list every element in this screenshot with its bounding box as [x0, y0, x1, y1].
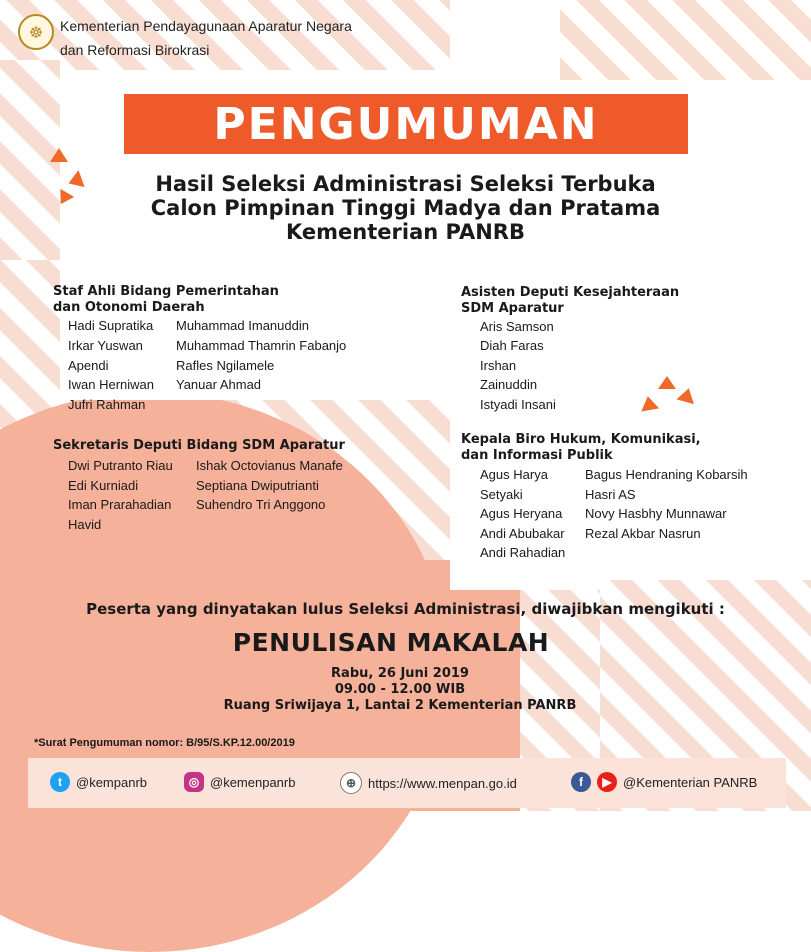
subtitle-line3: Kementerian PANRB — [286, 220, 525, 244]
section-title-line: Sekretaris Deputi Bidang SDM Aparatur — [53, 438, 345, 453]
list-item: Setyaki — [480, 487, 523, 502]
notice-intro: Peserta yang dinyatakan lulus Seleksi Administrasi, diwajibkan mengikuti : — [86, 600, 725, 618]
list-item: Septiana Dwiputrianti — [196, 478, 319, 493]
section-title-asisten — [461, 285, 679, 317]
list-item: Rafles Ngilamele — [176, 358, 275, 373]
list-item: Diah Faras — [480, 338, 544, 353]
list-item: Iwan Herniwan — [68, 377, 154, 392]
globe-icon: ⊕ — [340, 772, 362, 794]
section-title-line: Staf Ahli Bidang Pemerintahan — [53, 284, 279, 299]
list-item: Andi Abubakar — [480, 526, 565, 541]
event-date: Rabu, 26 Juni 2019 — [331, 666, 469, 681]
list-item: Irshan — [480, 358, 517, 373]
list-item: Ishak Octovianus Manafe — [196, 458, 343, 473]
triangle-decoration — [50, 148, 68, 162]
list-item: Dwi Putranto Riau — [68, 458, 173, 473]
list-item: Agus Heryana — [480, 506, 563, 521]
footnote: *Surat Pengumuman nomor: B/95/S.KP.12.00/2019 — [34, 737, 295, 749]
youtube-icon: ▶ — [597, 772, 617, 792]
instagram-link[interactable] — [184, 772, 295, 792]
list-item: Muhammad Thamrin Fabanjo — [176, 338, 347, 353]
facebook-youtube-link[interactable] — [571, 772, 757, 792]
list-item: Istyadi Insani — [480, 397, 556, 412]
twitter-link[interactable] — [50, 772, 147, 792]
twitter-icon: t — [50, 772, 70, 792]
list-item: Yanuar Ahmad — [176, 377, 262, 392]
triangle-decoration — [658, 376, 676, 389]
list-item: Jufri Rahman — [68, 397, 146, 412]
website-link[interactable] — [340, 772, 517, 794]
org-name-line2: dan Reformasi Birokrasi — [60, 42, 210, 58]
facebook-youtube-handle: @Kementerian PANRB — [623, 774, 758, 790]
website-url: https://www.menpan.go.id — [368, 775, 517, 791]
list-item: Muhammad Imanuddin — [176, 318, 309, 333]
org-name-line1: Kementerian Pendayagunaan Aparatur Negara — [60, 18, 352, 34]
section-title-line: Kepala Biro Hukum, Komunikasi, — [461, 432, 701, 447]
section-title-line: Asisten Deputi Kesejahteraan — [461, 285, 680, 300]
section-title-sekretaris — [53, 438, 345, 454]
section-title-line: dan Informasi Publik — [461, 448, 613, 463]
list-item: Zainuddin — [480, 377, 538, 392]
subtitle-line2: Calon Pimpinan Tinggi Madya dan Pratama — [150, 196, 661, 220]
list-item: Havid — [68, 517, 102, 532]
ministry-logo-icon: ☸ — [18, 14, 54, 50]
list-item: Iman Prarahadian — [68, 497, 172, 512]
list-item: Agus Harya — [480, 467, 548, 482]
background-stripes-top-right — [560, 0, 811, 80]
instagram-handle: @kemenpanrb — [210, 774, 296, 790]
announcement-banner: PENGUMUMAN — [124, 94, 688, 154]
facebook-icon: f — [571, 772, 591, 792]
list-item: Bagus Hendraning Kobarsih — [585, 467, 748, 482]
list-item: Rezal Akbar Nasrun — [585, 526, 701, 541]
section-title-kepala-biro — [461, 432, 701, 464]
list-item: Novy Hasbhy Munnawar — [585, 506, 727, 521]
list-item: Andi Rahadian — [480, 545, 566, 560]
instagram-icon: ◎ — [184, 772, 204, 792]
subtitle-line1: Hasil Seleksi Administrasi Seleksi Terbuka — [155, 172, 656, 196]
list-item: Irkar Yuswan — [68, 338, 143, 353]
section-title-staf-ahli — [53, 284, 279, 316]
list-item: Aris Samson — [480, 319, 554, 334]
list-item: Edi Kurniadi — [68, 478, 139, 493]
list-item: Apendi — [68, 358, 109, 373]
section-title-line: SDM Aparatur — [461, 301, 564, 316]
section-title-line: dan Otonomi Daerah — [53, 300, 205, 315]
list-item: Hasri AS — [585, 487, 636, 502]
event-title: PENULISAN MAKALAH — [232, 628, 550, 657]
event-place: Ruang Sriwijaya 1, Lantai 2 Kementerian PANRB — [223, 698, 577, 713]
list-item: Hadi Supratika — [68, 318, 154, 333]
list-item: Suhendro Tri Anggono — [196, 497, 326, 512]
twitter-handle: @kempanrb — [76, 774, 148, 790]
event-time: 09.00 - 12.00 WIB — [334, 682, 466, 697]
